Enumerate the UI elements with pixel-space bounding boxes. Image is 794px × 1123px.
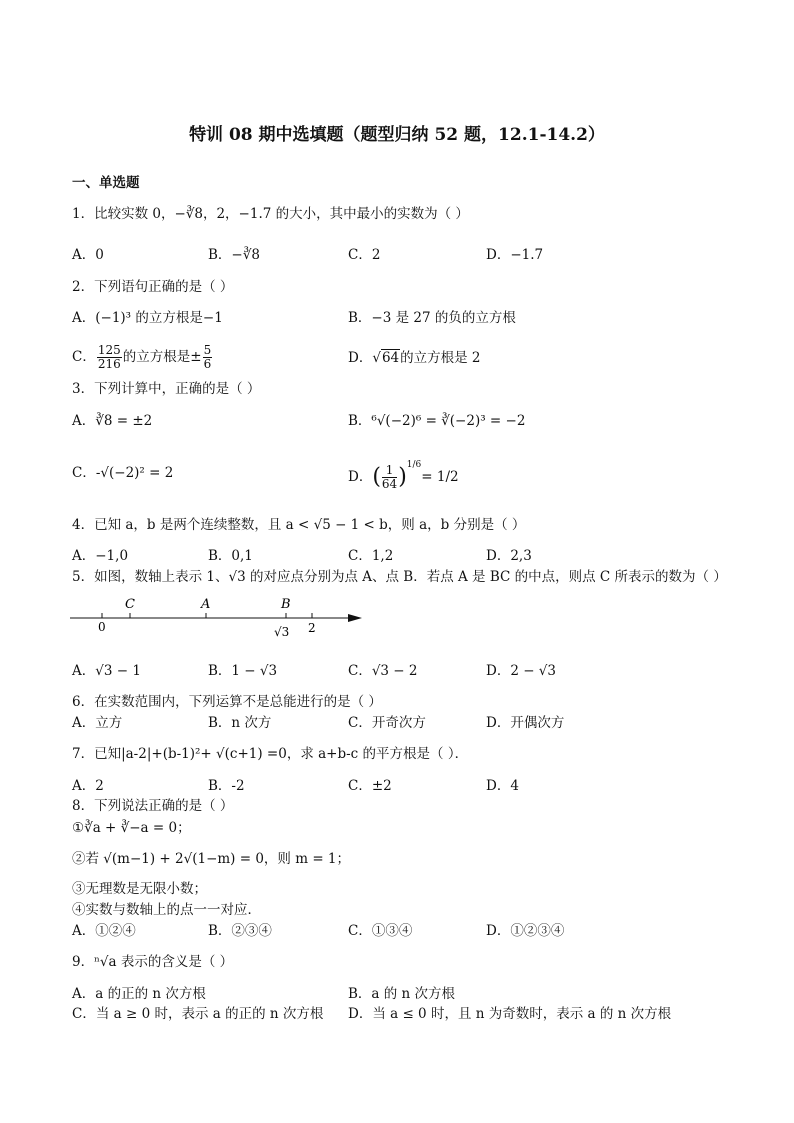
q8-statement-1: ①∛a + ∛−a = 0； xyxy=(72,820,191,836)
question-5-stem: 5．如图，数轴上表示 1、√3 的对应点分别为点 A、点 B．若点 A 是 BC 的中点，则点 C 所表示的数为（ ） xyxy=(72,569,727,585)
q1-option-a: A．0 xyxy=(72,247,104,263)
q3-option-c: C．-√(−2)² = 2 xyxy=(72,465,174,481)
q5-option-b: B．1 − √3 xyxy=(208,663,278,679)
question-8-stem: 8．下列说法正确的是（ ） xyxy=(72,798,234,814)
q2-option-a: A．(−1)³ 的立方根是−1 xyxy=(72,310,223,326)
q8-statement-2: ②若 √(m−1) + 2√(1−m) = 0，则 m = 1； xyxy=(72,851,351,867)
q3-option-b: B．⁶√(−2)⁶ = ∛(−2)³ = −2 xyxy=(348,413,526,429)
fraction: $\frac{5}{6}$ xyxy=(203,343,212,371)
label-c: C xyxy=(125,597,135,612)
section-heading: 一、单选题 xyxy=(72,175,140,191)
q7-option-d: D．4 xyxy=(486,778,519,794)
q3-option-d: D．( $\frac{1}{64}$ )$^{1/6}$= 1/2 xyxy=(348,460,459,491)
label-two: 2 xyxy=(308,621,316,635)
q5-option-a: A．√3 − 1 xyxy=(72,663,141,679)
q8-statement-3: ③无理数是无限小数； xyxy=(72,881,207,897)
q2-option-b: B．−3 是 27 的负的立方根 xyxy=(348,310,516,326)
question-3-stem: 3．下列计算中，正确的是（ ） xyxy=(72,381,261,397)
q3-option-a: A．∛8 = ±2 xyxy=(72,413,153,429)
q6-option-a: A．立方 xyxy=(72,715,123,731)
q1-option-c: C．2 xyxy=(348,247,381,263)
number-line-figure xyxy=(66,592,366,642)
q6-option-c: C．开奇次方 xyxy=(348,715,426,731)
label-zero: 0 xyxy=(98,620,106,634)
q8-option-c: C．①③④ xyxy=(348,923,413,939)
q2-option-d: D．√64的立方根是 2 xyxy=(348,350,481,366)
page-title: 特训 08 期中选填题（题型归纳 52 题，12.1-14.2） xyxy=(189,125,605,145)
q1-option-b: B．−∛8 xyxy=(208,247,260,263)
fraction: $\frac{125}{216}$ xyxy=(97,343,121,371)
question-2-stem: 2．下列语句正确的是（ ） xyxy=(72,279,234,295)
q8-option-d: D．①②③④ xyxy=(486,923,565,939)
axis-arrow-icon xyxy=(348,614,362,622)
q4-option-d: D．2,3 xyxy=(486,548,532,564)
q7-option-b: B．-2 xyxy=(208,778,245,794)
question-4-stem: 4．已知 a，b 是两个连续整数，且 a < √5 − 1 < b，则 a，b 分别是（ ） xyxy=(72,517,526,533)
label-sqrt3: √3 xyxy=(274,625,290,639)
q9-option-c: C．当 a ≥ 0 时，表示 a 的正的 n 次方根 xyxy=(72,1006,324,1022)
label-b: B xyxy=(281,597,291,612)
q4-option-b: B．0,1 xyxy=(208,548,253,564)
label-a: A xyxy=(201,597,211,612)
q9-option-a: A．a 的正的 n 次方根 xyxy=(72,986,206,1002)
q5-option-d: D．2 − √3 xyxy=(486,663,556,679)
q9-option-b: B．a 的 n 次方根 xyxy=(348,986,456,1002)
q2-option-c: C． $\frac{125}{216}$ 的立方根是± $\frac{5}{6}$ xyxy=(72,343,212,371)
question-7-stem: 7．已知|a-2|+(b-1)²+ √(c+1) =0，求 a+b-c 的平方根是（ ）． xyxy=(72,746,469,762)
q6-option-d: D．开偶次方 xyxy=(486,715,565,731)
fraction: $\frac{1}{64}$ xyxy=(381,463,398,491)
q7-option-c: C．±2 xyxy=(348,778,392,794)
q8-option-b: B．②③④ xyxy=(208,923,272,939)
q8-option-a: A．①②④ xyxy=(72,923,136,939)
q9-option-d: D．当 a ≤ 0 时，且 n 为奇数时，表示 a 的 n 次方根 xyxy=(348,1006,672,1022)
q6-option-b: B．n 次方 xyxy=(208,715,272,731)
question-1-stem: 1．比较实数 0，−∛8，2，−1.7 的大小，其中最小的实数为（ ） xyxy=(72,206,469,222)
q5-option-c: C．√3 − 2 xyxy=(348,663,418,679)
question-9-stem: 9．ⁿ√a 表示的含义是（ ） xyxy=(72,954,234,970)
q8-statement-4: ④实数与数轴上的点一一对应． xyxy=(72,902,261,918)
q1-option-d: D．−1.7 xyxy=(486,247,544,263)
q7-option-a: A．2 xyxy=(72,778,104,794)
q4-option-c: C．1,2 xyxy=(348,548,394,564)
question-6-stem: 6．在实数范围内，下列运算不是总能进行的是（ ） xyxy=(72,694,382,710)
q4-option-a: A．−1,0 xyxy=(72,548,129,564)
